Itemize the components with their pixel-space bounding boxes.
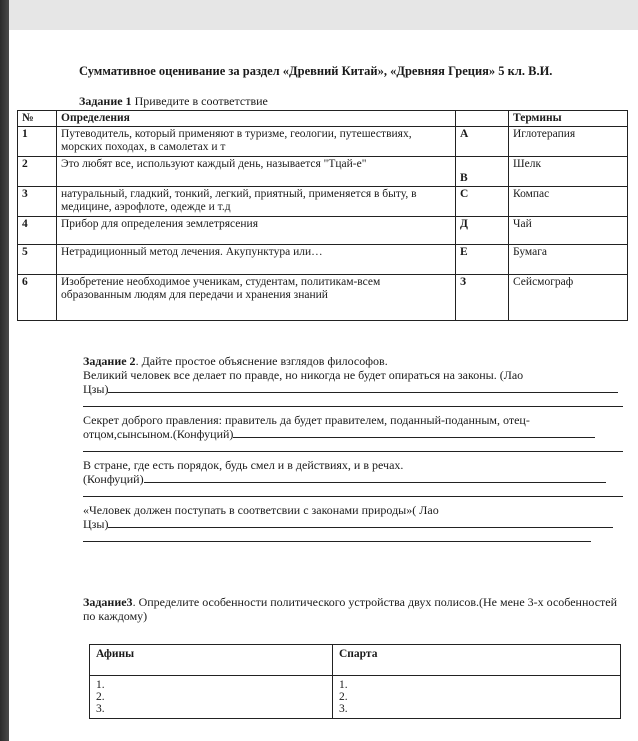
row-term: Чай	[509, 217, 628, 245]
quote-block	[83, 458, 623, 497]
task2-instruction: . Дайте простое объяснение взглядов философов.	[135, 354, 388, 368]
task1-heading	[79, 94, 268, 109]
list-item: 2.	[96, 691, 105, 703]
header-athens: Афины	[90, 645, 333, 676]
row-letter: А	[456, 127, 509, 157]
row-letter: Д	[456, 217, 509, 245]
table-header-row	[18, 111, 628, 127]
answer-line[interactable]	[108, 517, 613, 528]
header-num: №	[18, 111, 57, 127]
row-term: Иглотерапия	[509, 127, 628, 157]
row-term: Компас	[509, 187, 628, 217]
list-item: 1.	[339, 679, 348, 691]
quote-author: отцом,сынсыном.(Конфуций)	[83, 427, 234, 441]
table-row	[18, 275, 628, 321]
row-letter: З	[456, 275, 509, 321]
quote-block	[83, 503, 623, 542]
document-title: Суммативное оценивание за раздел «Древний Китай», «Древняя Греция» 5 кл. В.И.	[79, 64, 553, 78]
task1-instruction: Приведите в соответствие	[134, 94, 268, 108]
header-letter	[456, 111, 509, 127]
row-definition: Нетрадиционный метод лечения. Акупунктура или…	[57, 245, 456, 275]
answer-line[interactable]	[83, 531, 591, 542]
task1-label: Задание 1	[79, 94, 132, 108]
row-num: 5	[18, 245, 57, 275]
left-edge-strip	[0, 0, 9, 741]
athens-answer-cell[interactable]	[90, 676, 333, 719]
table-row	[18, 157, 628, 187]
answer-line[interactable]	[233, 427, 595, 438]
quote-block	[83, 413, 623, 452]
list-item: 3.	[96, 703, 105, 715]
document-page	[9, 30, 638, 741]
header-sparta: Спарта	[333, 645, 621, 676]
list-item: 1.	[96, 679, 105, 691]
matching-table	[17, 110, 628, 321]
table-row	[18, 245, 628, 275]
answer-line[interactable]	[108, 382, 618, 393]
table-header-row	[90, 645, 621, 676]
quote-author: Цзы)	[83, 517, 109, 531]
polis-table	[89, 644, 621, 719]
task2-label: Задание 2	[83, 354, 136, 368]
row-num: 1	[18, 127, 57, 157]
row-num: 2	[18, 157, 57, 187]
row-num: 4	[18, 217, 57, 245]
quote-text: Великий человек все делает по правде, но никогда не будет опираться на законы. (Лао	[83, 368, 524, 382]
quote-block	[83, 368, 623, 407]
row-definition: Путеводитель, который применяют в туризме, геологии, путешествиях, морских походах, в самолетах и т	[57, 127, 456, 157]
table-row	[18, 127, 628, 157]
task2-section	[83, 354, 623, 548]
task3-heading	[83, 595, 623, 623]
header-terms: Термины	[509, 111, 628, 127]
row-term: Бумага	[509, 245, 628, 275]
answer-line[interactable]	[83, 486, 623, 497]
quote-text: Секрет доброго правления: правитель да будет правителем, поданный-поданным, отец-	[83, 413, 530, 427]
top-bar	[0, 0, 638, 30]
row-definition: Прибор для определения землетрясения	[57, 217, 456, 245]
row-definition: натуральный, гладкий, тонкий, легкий, приятный, применяется в быту, в медицине, аэрофлоте, одежде и т.д	[57, 187, 456, 217]
row-term: Шелк	[509, 157, 628, 187]
task3-label: Задание3	[83, 595, 133, 609]
quote-text: «Человек должен поступать в соответсвии с законами природы»( Лао	[83, 503, 439, 517]
answer-line[interactable]	[144, 472, 606, 483]
row-definition: Изобретение необходимое ученикам, студентам, политикам-всем образованным людям для передачи и хранения знаний	[57, 275, 456, 321]
answer-line[interactable]	[83, 396, 623, 407]
table-row	[18, 187, 628, 217]
row-num: 6	[18, 275, 57, 321]
task2-heading	[83, 354, 623, 368]
quote-text: В стране, где есть порядок, будь смел и в действиях, и в речах.	[83, 458, 404, 472]
quote-author: Цзы)	[83, 382, 109, 396]
row-term: Сейсмограф	[509, 275, 628, 321]
row-num: 3	[18, 187, 57, 217]
sparta-answer-cell[interactable]	[333, 676, 621, 719]
row-letter: Е	[456, 245, 509, 275]
row-definition: Это любят все, используют каждый день, называется "Тцай-е"	[57, 157, 456, 187]
table-row	[18, 217, 628, 245]
header-definitions: Определения	[57, 111, 456, 127]
answer-line[interactable]	[83, 441, 623, 452]
row-letter: В	[456, 157, 509, 187]
quote-author: (Конфуций)	[83, 472, 144, 486]
task3-instruction: . Определите особенности политического устройства двух полисов.(Не мене 3-х особенностей по каждому)	[83, 595, 618, 623]
row-letter: С	[456, 187, 509, 217]
table-row	[90, 676, 621, 719]
list-item: 3.	[339, 703, 348, 715]
list-item: 2.	[339, 691, 348, 703]
